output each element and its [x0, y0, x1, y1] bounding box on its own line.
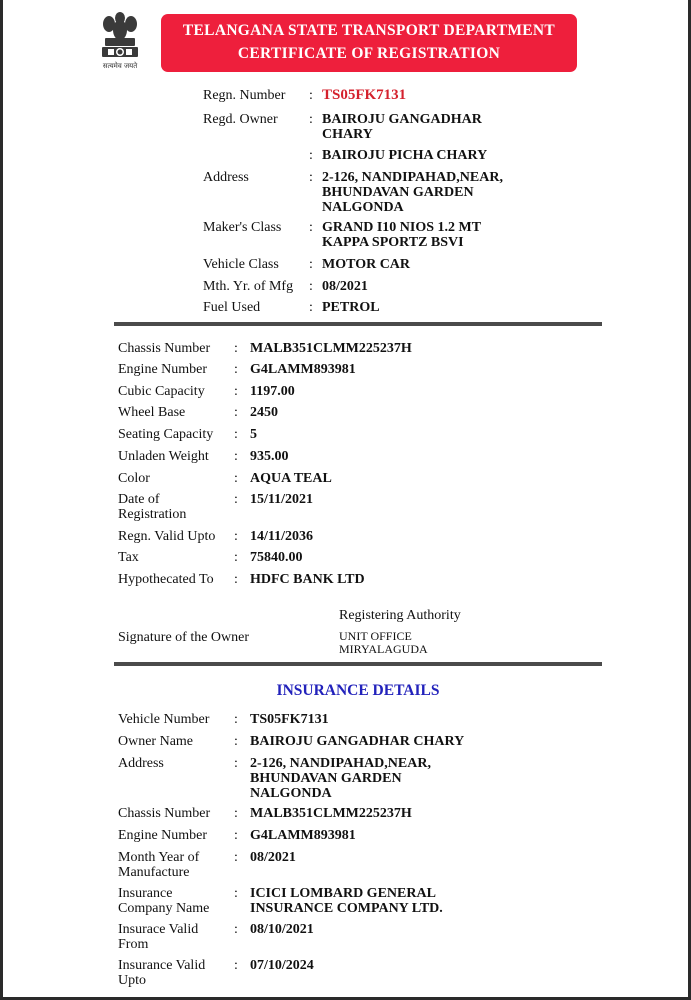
vehicle-class-label: Vehicle Class — [203, 257, 279, 272]
ins-address-value: 2-126, NANDIPAHAD,NEAR, BHUNDAVAN GARDEN NALGONDA — [250, 756, 431, 801]
cubic-capacity-label: Cubic Capacity — [118, 384, 205, 399]
tax-value: 75840.00 — [250, 550, 303, 565]
mfg-value: 08/2021 — [322, 279, 368, 294]
regn-valid-value: 14/11/2036 — [250, 529, 314, 544]
date-reg-value: 15/11/2021 — [250, 492, 314, 507]
ins-valid-from-value: 08/10/2021 — [250, 922, 314, 937]
ins-vehicle-number-label: Vehicle Number — [118, 712, 210, 727]
hypothecated-value: HDFC BANK LTD — [250, 572, 365, 587]
tax-label: Tax — [118, 550, 139, 565]
seating-value: 5 — [250, 427, 257, 442]
ins-valid-upto-value: 07/10/2024 — [250, 958, 314, 973]
ins-vehicle-number-value: TS05FK7131 — [250, 712, 329, 727]
ins-engine-label: Engine Number — [118, 828, 208, 843]
relation-name-value: BAIROJU PICHA CHARY — [322, 148, 488, 163]
vehicle-class-value: MOTOR CAR — [322, 257, 411, 272]
address-value: 2-126, NANDIPAHAD,NEAR, BHUNDAVAN GARDEN NALGONDA — [322, 170, 503, 215]
mfg-label: Mth. Yr. of Mfg — [203, 279, 294, 294]
color-value: AQUA TEAL — [250, 471, 332, 486]
wheel-base-value: 2450 — [250, 405, 278, 420]
header-banner — [161, 14, 577, 72]
hypothecated-label: Hypothecated To — [118, 572, 214, 587]
regd-owner-value: BAIROJU GANGADHAR CHARY — [322, 112, 482, 142]
ins-company-value: ICICI LOMBARD GENERAL INSURANCE COMPANY LTD. — [250, 886, 443, 916]
makers-class-value: GRAND I10 NIOS 1.2 MT KAPPA SPORTZ BSVI — [322, 220, 482, 250]
engine-label: Engine Number — [118, 362, 208, 377]
address-label: Address — [203, 170, 249, 185]
ins-chassis-label: Chassis Number — [118, 806, 211, 821]
chassis-label: Chassis Number — [118, 341, 211, 356]
registering-authority-title: Registering Authority — [339, 608, 461, 623]
authority-location: MIRYALAGUDA — [339, 642, 428, 656]
regn-number-value: TS05FK7131 — [322, 87, 407, 103]
date-reg-label: Date of Registration — [118, 492, 187, 522]
ins-valid-from-label: Insurace Valid From — [118, 922, 199, 952]
department-title: TELANGANA STATE TRANSPORT DEPARTMENT — [182, 22, 556, 39]
unladen-label: Unladen Weight — [118, 449, 209, 464]
owner-signature-label: Signature of the Owner — [118, 630, 250, 645]
unladen-value: 935.00 — [250, 449, 289, 464]
ins-mfg-label: Month Year of Manufacture — [118, 850, 200, 880]
seating-label: Seating Capacity — [118, 427, 214, 442]
fuel-label: Fuel Used — [203, 300, 261, 315]
page-border-left — [0, 0, 3, 1000]
engine-value: G4LAMM893981 — [250, 362, 356, 377]
wheel-base-label: Wheel Base — [118, 405, 186, 420]
certificate-title: CERTIFICATE OF REGISTRATION — [237, 45, 501, 62]
ins-company-label: Insurance Company Name — [118, 886, 210, 916]
ins-address-label: Address — [118, 756, 164, 771]
color-label: Color — [118, 471, 150, 486]
insurance-title: INSURANCE DETAILS — [276, 682, 440, 699]
regn-number-label: Regn. Number — [203, 88, 286, 103]
ins-owner-label: Owner Name — [118, 734, 194, 749]
ins-owner-value: BAIROJU GANGADHAR CHARY — [250, 734, 465, 749]
cubic-capacity-value: 1197.00 — [250, 384, 295, 399]
ins-engine-value: G4LAMM893981 — [250, 828, 356, 843]
chassis-value: MALB351CLMM225237H — [250, 341, 412, 356]
fuel-value: PETROL — [322, 300, 380, 315]
regd-owner-label: Regd. Owner — [203, 112, 278, 127]
regn-valid-label: Regn. Valid Upto — [118, 529, 216, 544]
ins-valid-upto-label: Insurance Valid Upto — [118, 958, 206, 988]
authority-office: UNIT OFFICE — [339, 629, 412, 643]
section-divider — [114, 322, 602, 326]
ins-mfg-value: 08/2021 — [250, 850, 296, 865]
section-divider — [114, 662, 602, 666]
ins-chassis-value: MALB351CLMM225237H — [250, 806, 412, 821]
emblem-caption: सत्यमेव जयते — [102, 62, 138, 70]
makers-class-label: Maker's Class — [203, 220, 282, 235]
